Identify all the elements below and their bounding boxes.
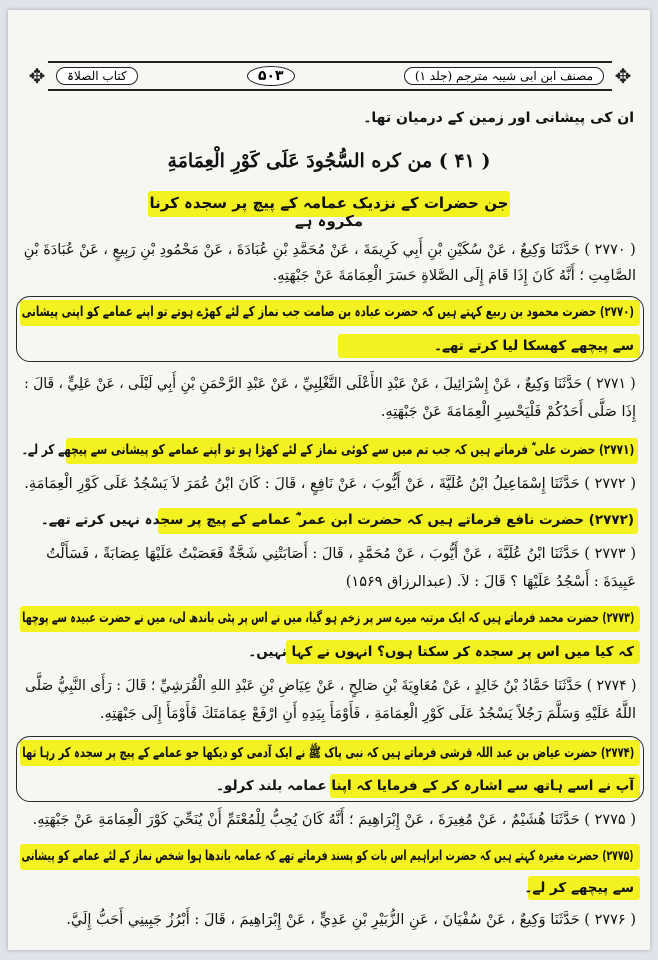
chapter-name: کتاب الصلاۃ (56, 67, 138, 85)
translation-line: (۲۷۷۴) حضرت عیاض بن عبد اللہ قرشی فرماتے ہیں کہ نبی پاک ﷺ نے ایک آدمی کو دیکھا جو عمامے کے پیچ پر سجدہ کر رہا تھا (21, 745, 634, 761)
running-head-bar (48, 61, 612, 91)
running-head (26, 58, 634, 94)
book-title: مصنف ابن ابی شیبہ مترجم (جلد ۱) (404, 67, 604, 85)
translation-line: آپ نے اسے ہاتھ سے اشارہ کر کے فرمایا کہ اپنا عمامہ بلند کرلو۔ (216, 778, 634, 794)
translation-line: (۲۷۷۳) حضرت محمد فرماتے ہیں کہ ایک مرتبہ میرے سر پر زخم ہو گیا، میں نے اس پر پٹی باندھ لی، میں نے حضرت عبیدہ سے پوچھا (21, 610, 634, 626)
translation-line: سے پیچھے کھسکا لیا کرتے تھے۔ (434, 338, 634, 354)
book-page (8, 10, 650, 950)
ornament-icon (26, 65, 48, 87)
page-number: ۵۰۳ (247, 66, 295, 86)
hadith-arabic-line: اللَّهُ عَلَيْهِ وَسَلَّمَ رَجُلاً يَسْجُدُ عَلَى كَوْرِ الْعِمَامَةِ ، فَأَوْمَأَ بِيَدِهِ أَنِ ارْفَعْ عِمَامَتَكَ فَأَوْمَأَ إِلَى جَبْهَتِهِ. (99, 706, 636, 722)
hadith-arabic-line: الصَّامِتِ ؛ أَنَّهُ كَانَ إِذَا قَامَ إِلَى الصَّلاةِ حَسَرَ الْعِمَامَةَ عَنْ جَبْهَتِهِ. (272, 268, 636, 284)
hadith-arabic-line: ( ۲۷۷۳ ) حَدَّثَنَا ابْنُ عُلَيَّةَ ، عَنْ أَيُّوبَ ، عَنْ مُحَمَّدٍ ، قَالَ : أَصَابَتْنِي شَجَّةٌ فَعَصَبْتُ عَلَيْهَا عِصَابَةً ، فَسَأَلْتُ (46, 546, 636, 562)
ornament-icon (612, 65, 634, 87)
hadith-arabic-line: ( ۲۷۷۴ ) حَدَّثَنَا حَمَّادُ بْنُ خَالِدٍ ، عَنْ مُعَاوِيَةَ بْنِ صَالِحٍ ، عَنْ عِيَاضِ بْنِ عَبْدِ اللهِ الْقُرَشِيِّ ؛ قَالَ : رَأَى النَّبِيُّ صَلَّى (24, 678, 636, 694)
intro-line: ان کی پیشانی اور زمین کے درمیان تھا۔ (363, 110, 634, 126)
translation-line: (۲۷۷۵) حضرت مغیرہ کہتے ہیں کہ حضرت ابراہیم اس بات کو پسند فرماتے تھے کہ عمامہ باندھا ہوا شخص نماز کے لئے عمامے کو پیشانی (21, 848, 634, 864)
hadith-arabic-line: عَبِيدَةَ : أَسْجُدُ عَلَيْهَا ؟ قَالَ : لاَ. (عبدالرزاق ۱۵۶۹) (345, 574, 636, 590)
translation-line: (۲۷۷۲) حضرت نافع فرماتے ہیں کہ حضرت ابن عمر ؓ عمامے کے پیچ پر سجدہ نہیں کرتے تھے۔ (40, 512, 634, 528)
chapter-heading-arabic: ( ۴۱ ) من كره السُّجُودَ عَلَى كَوْرِ الْعِمَامَةِ (167, 150, 491, 172)
hadith-arabic-line: ( ۲۷۷۱ ) حَدَّثَنَا وَكِيعٌ ، عَنْ إِسْرَائِيلَ ، عَنْ عَبْدِ الأَعْلَى التَّغْلِبِيِّ ، عَنْ عَبْدِ الرَّحْمَنِ بْنِ أَبِي لَيْلَى ، عَنْ عَلِيٍّ ، قَالَ : (24, 376, 636, 392)
hadith-arabic-line: ( ۲۷۷۶ ) حَدَّثَنَا وَكِيعٌ ، عَنْ سُفْيَانَ ، عَنِ الزُّبَيْرِ بْنِ عَدِيٍّ ، عَنْ إِبْرَاهِيمَ ، قَالَ : أَبْرُزُ جَبِينِي أَحَبُّ إِلَيَّ. (66, 912, 636, 928)
hadith-arabic-line: ( ۲۷۷۰ ) حَدَّثَنَا وَكِيعٌ ، عَنْ سُكَيْنِ بْنِ أَبِي كَرِيمَةَ ، عَنْ مُحَمَّدِ بْنِ عُبَادَةَ ، عَنْ مَحْمُودِ بْنِ رَبِيعٍ ، عَنْ عُبَادَةَ بْنِ (23, 242, 636, 258)
chapter-heading-urdu: جن حضرات کے نزدیک عمامہ کے پیچ پر سجدہ کرنا مکروہ ہے (149, 194, 509, 230)
translation-line: (۲۷۷۰) حضرت محمود بن ربیع کہتے ہیں کہ حضرت عبادہ بن صامت جب نماز کے لئے کھڑے ہوتے تو اپنے عمامے کو اپنی پیشانی (21, 304, 634, 320)
translation-line: سے پیچھے کر لے۔ (524, 880, 634, 896)
hadith-arabic-line: إِذَا صَلَّى أَحَدُكُمْ فَلْيَحْسِرِ الْعِمَامَةَ عَنْ جَبْهَتِهِ. (380, 404, 636, 420)
hadith-arabic-line: ( ۲۷۷۵ ) حَدَّثَنَا هُشَيْمٌ ، عَنْ مُغِيرَةَ ، عَنْ إِبْرَاهِيمَ ؛ أَنَّهُ كَانَ يُحِبُّ لِلْمُعْتَمِّ أَنْ يُنَحِّيَ كَوْرَ الْعِمَامَةِ عَنْ جَبْهَتِهِ. (32, 812, 636, 828)
translation-line: کہ کیا میں اس پر سجدہ کر سکتا ہوں؟ انہوں نے کہا نہیں۔ (248, 644, 634, 660)
translation-line: (۲۷۷۱) حضرت علی ؓ فرماتے ہیں کہ جب تم میں سے کوئی نماز کے لئے کھڑا ہو تو اپنے عمامے کو پیشانی سے پیچھے کر لے۔ (21, 442, 634, 458)
hadith-arabic-line: ( ۲۷۷۲ ) حَدَّثَنَا إِسْمَاعِيلُ ابْنُ عُلَيَّةَ ، عَنْ أَيُّوبَ ، عَنْ نَافِعٍ ، قَالَ : كَانَ ابْنُ عُمَرَ لاَ يَسْجُدُ عَلَى كَوْرِ الْعِمَامَةِ. (24, 476, 636, 492)
